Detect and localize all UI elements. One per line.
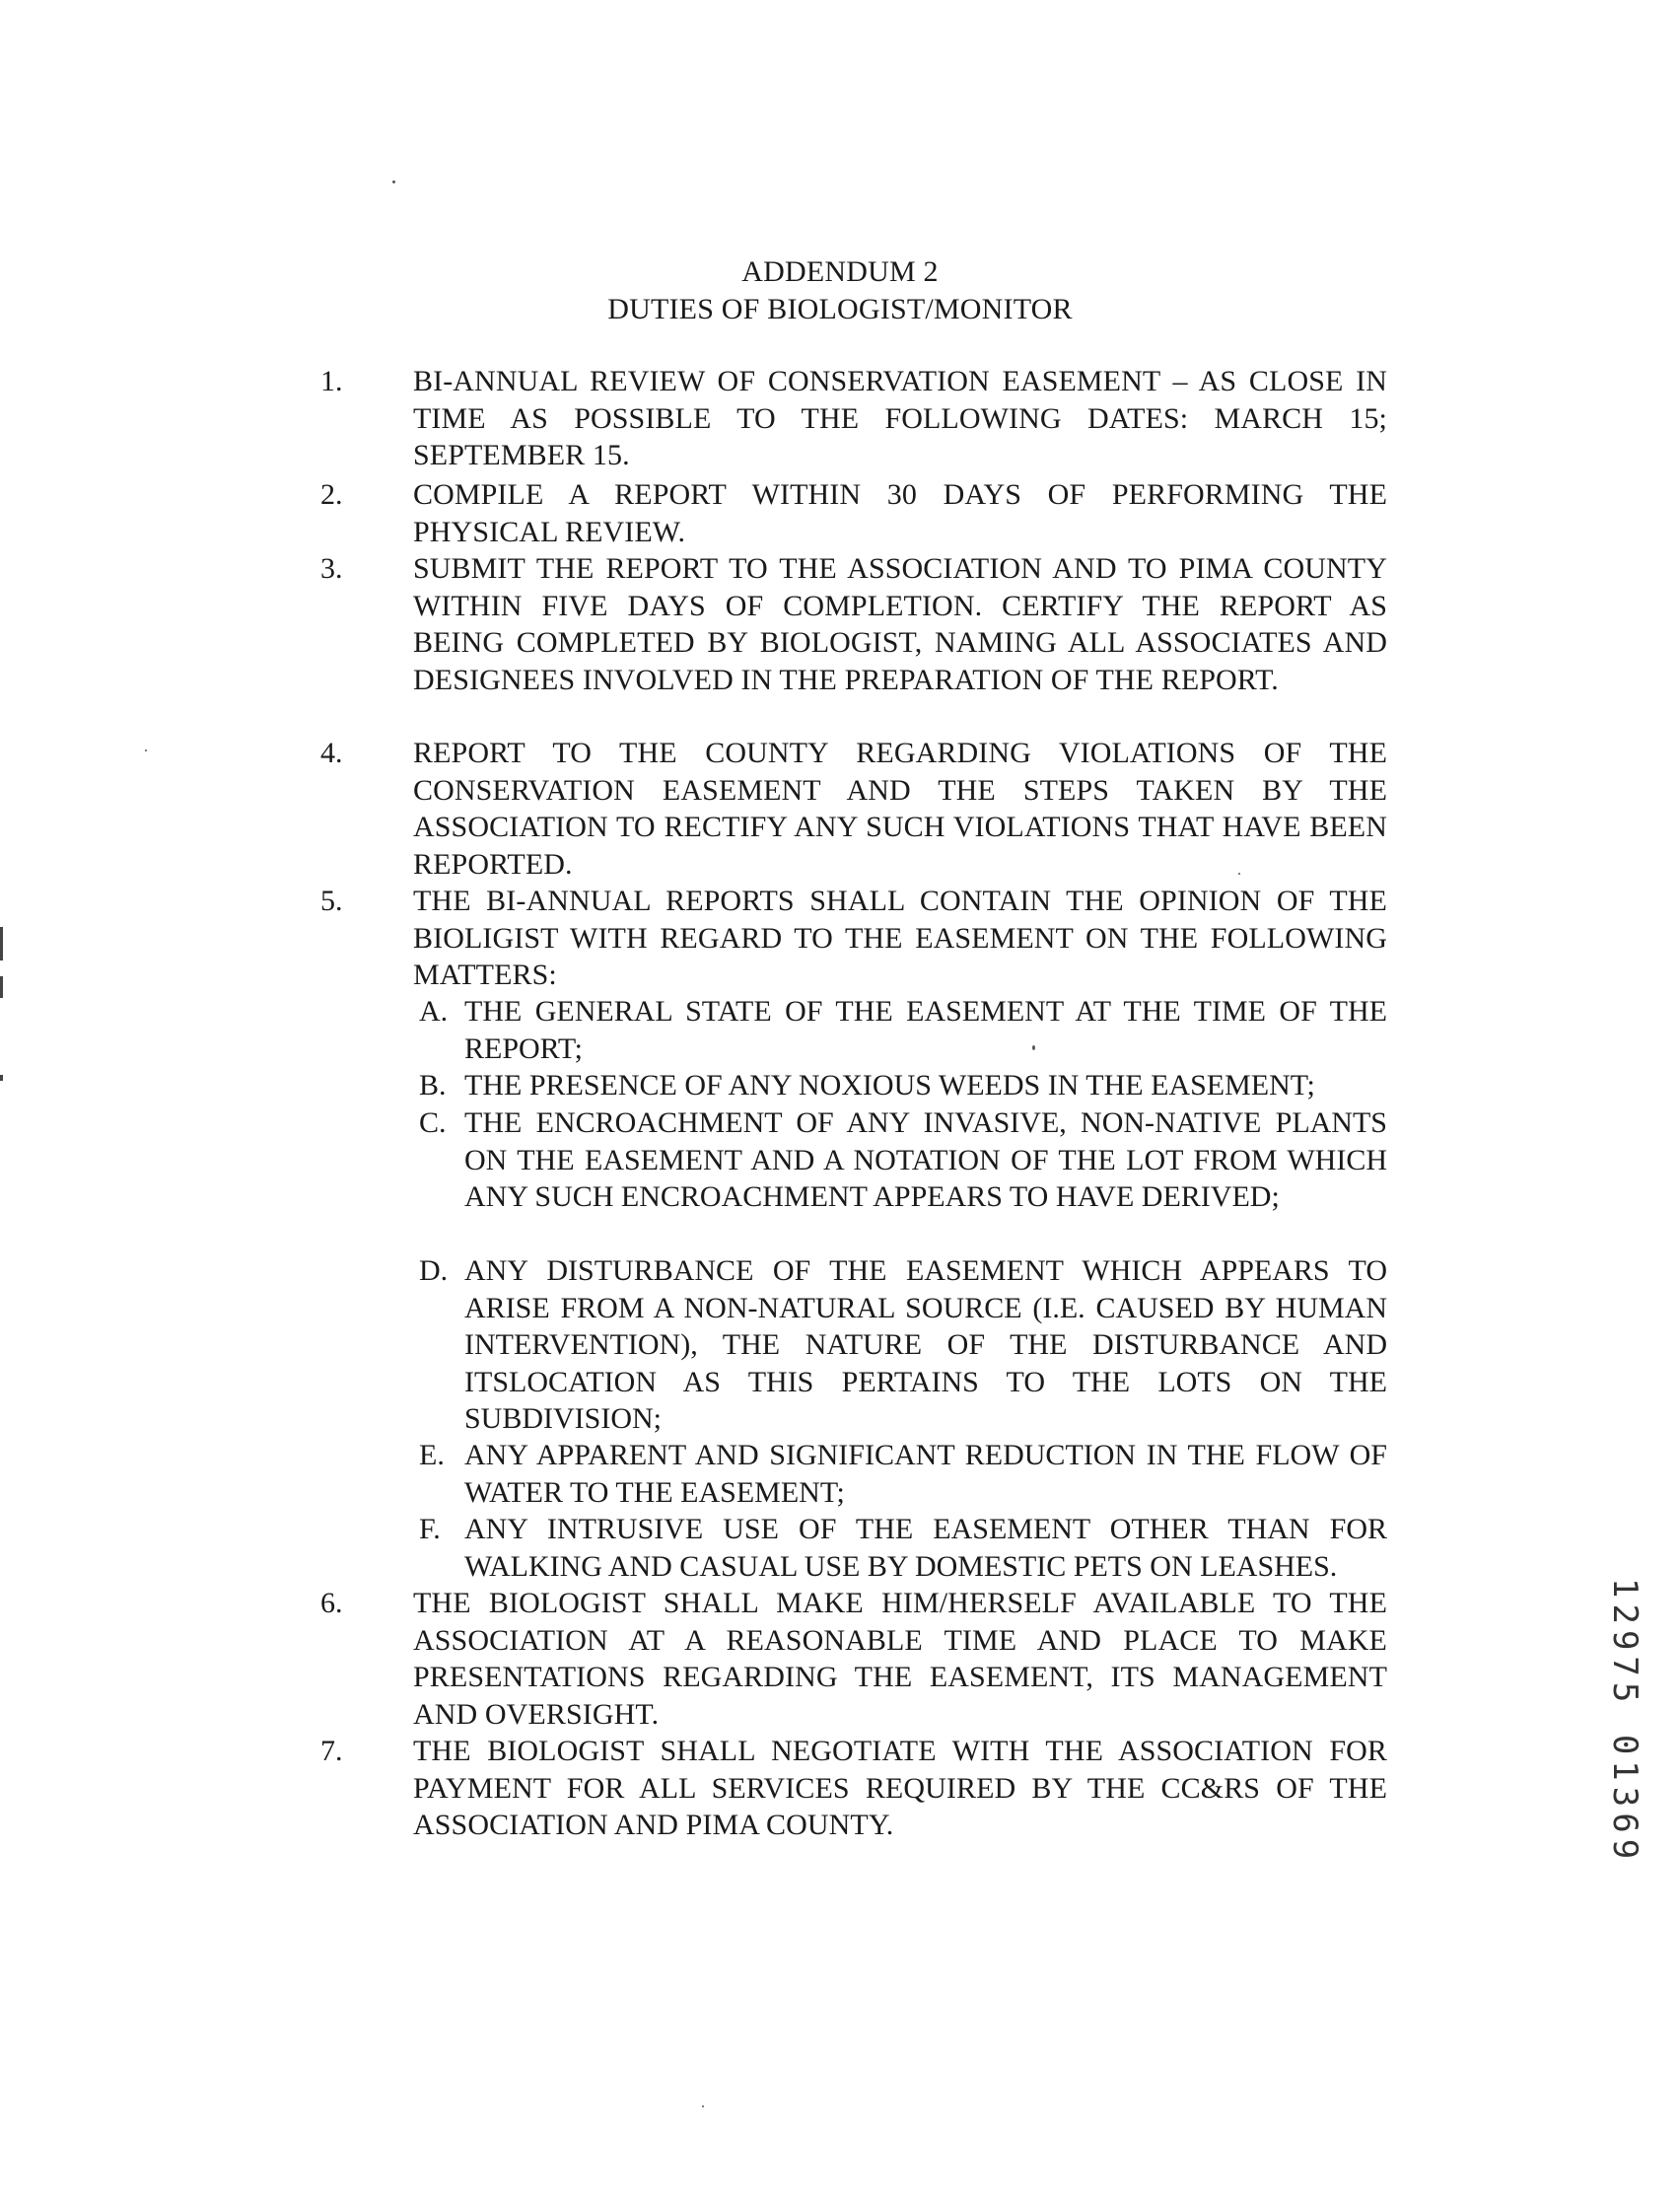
sub-item-letter: A.	[419, 995, 449, 1028]
sub-item-letter: F.	[419, 1513, 441, 1545]
item-number: 7.	[320, 1735, 343, 1767]
item-text: BI-ANNUAL REVIEW OF CONSERVATION EASEMENT – AS CLOSE IN TIME AS POSSIBLE TO THE FOLLOWING DATES: MARCH 15; SEPTEMBER 15.	[413, 365, 1387, 471]
item-number: 4.	[320, 737, 343, 769]
scan-speck	[1238, 873, 1240, 875]
item-number: 1.	[320, 365, 343, 397]
scan-speck	[702, 2105, 704, 2107]
sub-item-letter: B.	[419, 1069, 447, 1102]
item-text: SUBMIT THE REPORT TO THE ASSOCIATION AND TO PIMA COUNTY WITHIN FIVE DAYS OF COMPLETION. CERTIFY THE REPORT AS BEING COMPLETED BY BIOLOGIST, NAMING ALL ASSOCIATES AND DESIGNEES INVOLVED IN THE PREPARATION OF THE REPORT.	[413, 552, 1387, 696]
sub-item-text: THE GENERAL STATE OF THE EASEMENT AT THE TIME OF THE REPORT;	[464, 995, 1387, 1065]
sub-item-text: THE PRESENCE OF ANY NOXIOUS WEEDS IN THE EASEMENT;	[464, 1069, 1315, 1102]
item-text: COMPILE A REPORT WITHIN 30 DAYS OF PERFORMING THE PHYSICAL REVIEW.	[413, 478, 1387, 548]
scan-edge-mark	[0, 1075, 3, 1081]
sub-item-letter: C.	[419, 1106, 447, 1139]
scan-speck	[392, 180, 395, 183]
sub-item-text: ANY INTRUSIVE USE OF THE EASEMENT OTHER THAN FOR WALKING AND CASUAL USE BY DOMESTIC PETS ON LEASHES.	[464, 1513, 1387, 1583]
sub-item-text: ANY DISTURBANCE OF THE EASEMENT WHICH APPEARS TO ARISE FROM A NON-NATURAL SOURCE (I.E. CAUSED BY HUMAN INTERVENTION), THE NATURE OF THE DISTURBANCE AND ITSLOCATION AS THIS PERTAINS TO THE LOTS ON THE SUBDIVISION;	[464, 1254, 1387, 1435]
sub-item-text: ANY APPARENT AND SIGNIFICANT REDUCTION IN THE FLOW OF WATER TO THE EASEMENT;	[464, 1439, 1387, 1509]
item-number: 2.	[320, 478, 343, 511]
scan-speck	[145, 749, 147, 751]
scan-edge-mark	[0, 976, 3, 998]
item-text: REPORT TO THE COUNTY REGARDING VIOLATIONS OF THE CONSERVATION EASEMENT AND THE STEPS TAKEN BY THE ASSOCIATION TO RECTIFY ANY SUCH VIOLATIONS THAT HAVE BEEN REPORTED.	[413, 737, 1387, 881]
sub-item-letter: D.	[419, 1254, 449, 1287]
sub-item-letter: E.	[419, 1439, 445, 1471]
scan-edge-mark	[0, 927, 3, 960]
item-text: THE BIOLOGIST SHALL NEGOTIATE WITH THE ASSOCIATION FOR PAYMENT FOR ALL SERVICES REQUIRED BY THE CC&RS OF THE ASSOCIATION AND PIMA COUNTY.	[413, 1735, 1387, 1841]
item-number: 3.	[320, 552, 343, 585]
item-text: THE BI-ANNUAL REPORTS SHALL CONTAIN THE OPINION OF THE BIOLIGIST WITH REGARD TO THE EASEMENT ON THE FOLLOWING MATTERS:	[413, 885, 1387, 991]
stamp-text: 12975 01369	[1605, 1578, 1645, 1866]
scan-speck	[1032, 1045, 1035, 1050]
document-title: ADDENDUM 2	[741, 255, 939, 288]
item-number: 6.	[320, 1587, 343, 1619]
document-stamp-number	[1597, 1578, 1656, 1866]
item-number: 5.	[320, 885, 343, 917]
item-text: THE BIOLOGIST SHALL MAKE HIM/HERSELF AVAILABLE TO THE ASSOCIATION AT A REASONABLE TIME AND PLACE TO MAKE PRESENTATIONS REGARDING THE EASEMENT, ITS MANAGEMENT AND OVERSIGHT.	[413, 1587, 1387, 1731]
sub-item-text: THE ENCROACHMENT OF ANY INVASIVE, NON-NATIVE PLANTS ON THE EASEMENT AND A NOTATION OF THE LOT FROM WHICH ANY SUCH ENCROACHMENT APPEARS TO HAVE DERIVED;	[464, 1106, 1387, 1213]
document-subtitle: DUTIES OF BIOLOGIST/MONITOR	[607, 293, 1073, 325]
